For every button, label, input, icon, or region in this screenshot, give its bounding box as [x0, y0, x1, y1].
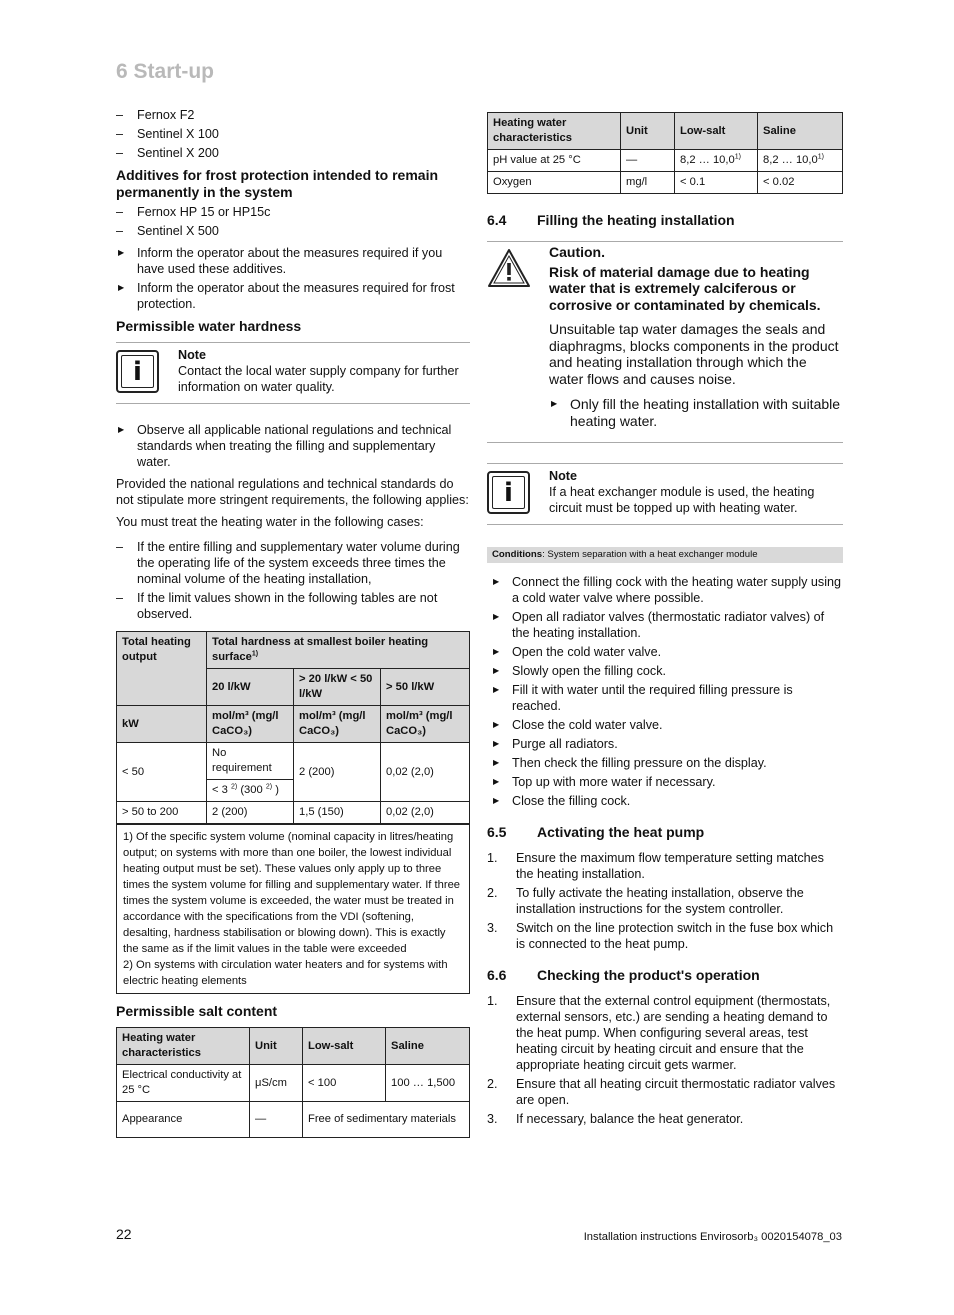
- table-cell: Electrical conductivity at 25 °C: [117, 1065, 250, 1102]
- footer-document-id: Installation instructions Envirosorb₃ 0020154078_03: [583, 1231, 842, 1243]
- table-header: Saline: [386, 1028, 470, 1065]
- list-item: – Sentinel X 500: [116, 223, 470, 239]
- table-cell: Oxygen: [488, 172, 621, 194]
- caution-list: [549, 396, 843, 429]
- caution-text: Unsuitable tap water damages the seals and diaphragms, blocks components in the product and heating installation through which the water flows and causes noise.: [549, 321, 839, 387]
- list-item: 1. Ensure that the external control equipment (thermostats, external sensors, etc.) are sending a heating demand to the heat pump. When configuring several areas, test heating circuit by heating circuit and ensure that the appropriate heating circuit gets warmer.: [487, 994, 831, 1072]
- list-item: – Sentinel X 200: [116, 145, 470, 161]
- instruction-list-1: [116, 245, 470, 312]
- list-item: – Fernox F2: [116, 107, 470, 123]
- table-header: 20 l/kW: [207, 669, 294, 706]
- table-cell: No requirement: [207, 743, 294, 780]
- table-cell: 100 … 1,500: [386, 1065, 470, 1102]
- table-row: [117, 824, 470, 994]
- list-item: ▶ Inform the operator about the measures required if you have used these additives.: [116, 245, 470, 277]
- list-item: ▶ Open all radiator valves (thermostatic radiator valves) of the heating installation.: [491, 609, 843, 641]
- list-item: ▶ Open the cold water valve.: [491, 644, 843, 660]
- table-row: [488, 150, 843, 172]
- table-header: Low-salt: [303, 1028, 386, 1065]
- chapter-title: 6 Start-up: [116, 60, 215, 83]
- left-column: [116, 107, 470, 1138]
- note-box-2: [487, 463, 843, 525]
- product-list-2: [116, 204, 470, 239]
- list-item: ▶ Close the cold water valve.: [491, 717, 843, 733]
- note-box-1: [116, 342, 470, 404]
- caution-title: Caution.: [549, 244, 605, 260]
- list-item: – Sentinel X 100: [116, 126, 470, 142]
- list-item: ▶ Top up with more water if necessary.: [491, 774, 843, 790]
- table-cell: 2 (200): [207, 802, 294, 825]
- list-item: – If the entire filling and supplementary water volume during the operating life of the system exceeds three times the nominal volume of the heating installation,: [116, 539, 470, 587]
- salt-table: [116, 1027, 470, 1138]
- note-text: Contact the local water supply company for further information on water quality.: [178, 364, 459, 394]
- list-item: ▶ Close the filling cock.: [491, 793, 843, 809]
- table-cell: μS/cm: [250, 1065, 303, 1102]
- table-header: Heating water characteristics: [117, 1028, 250, 1065]
- table-cell: < 0.1: [675, 172, 758, 194]
- right-column: [487, 112, 843, 1130]
- paragraph: You must treat the heating water in the following cases:: [116, 515, 424, 529]
- list-item: ▶ Only fill the heating installation with suitable heating water.: [549, 396, 843, 429]
- table-cell: 0,02 (2,0): [381, 802, 470, 825]
- table-cell: mg/l: [621, 172, 675, 194]
- table-cell: —: [621, 150, 675, 172]
- list-item: ▶ Inform the operator about the measures required for frost protection.: [116, 280, 470, 312]
- table-cell: pH value at 25 °C: [488, 150, 621, 172]
- list-item: – If the limit values shown in the following tables are not observed.: [116, 590, 470, 622]
- table-row: [117, 802, 470, 825]
- table-footnotes: [117, 824, 470, 994]
- table-header: kW: [117, 706, 207, 743]
- table-header: Total hardness at smallest boiler heating surface$^{1)}$: [207, 632, 470, 669]
- list-item: ▶ Observe all applicable national regulations and technical standards when treating the filling and supplementary water.: [116, 422, 470, 470]
- list-item: 2. To fully activate the heating installation, observe the installation instructions for the system controller.: [487, 886, 804, 916]
- activation-steps: [487, 850, 843, 952]
- conditions-bar: Conditions: System separation with a heat exchanger module: [487, 547, 843, 563]
- section-6-5-heading: 6.5 Activating the heat pump: [487, 824, 705, 840]
- list-item: 3. If necessary, balance the heat generator.: [487, 1112, 744, 1126]
- table-cell: Free of sedimentary materials: [303, 1102, 470, 1138]
- table-cell: 2 (200): [294, 743, 381, 802]
- list-item: ▶ Fill it with water until the required filling pressure is reached.: [491, 682, 843, 714]
- list-item: ▶ Purge all radiators.: [491, 736, 843, 752]
- list-item: 1. Ensure the maximum flow temperature setting matches the heating installation.: [487, 851, 824, 881]
- note-text: If a heat exchanger module is used, the heating circuit must be topped up with heating water.: [549, 485, 815, 515]
- caution-box: [487, 241, 843, 443]
- table-header: Unit: [621, 113, 675, 150]
- table-row: [117, 1065, 470, 1102]
- table-header: mol/m³ (mg/l CaCO₃): [294, 706, 381, 743]
- table-header: Unit: [250, 1028, 303, 1065]
- case-list: [116, 539, 470, 622]
- table-cell: 8,2 … 10,0$^{1)}$: [675, 150, 758, 172]
- table-cell: 1,5 (150): [294, 802, 381, 825]
- table-cell: —: [250, 1102, 303, 1138]
- ph-table: [487, 112, 843, 194]
- footnote: 2) On systems with circulation water heaters and for systems with electric heating elements: [123, 959, 448, 987]
- instruction-list-2: [116, 422, 470, 470]
- heading-hardness: Permissible water hardness: [116, 318, 302, 334]
- filling-steps: [487, 574, 843, 809]
- caution-risk: Risk of material damage due to heating water that is extremely calciferous or corrosive or contaminated by chemicals.: [549, 263, 821, 313]
- table-row: [488, 172, 843, 194]
- section-6-6-heading: 6.6 Checking the product's operation: [487, 967, 760, 983]
- heading-salt: Permissible salt content: [116, 1003, 278, 1019]
- table-header: mol/m³ (mg/l CaCO₃): [207, 706, 294, 743]
- table-cell: 8,2 … 10,0$^{1)}$: [758, 150, 843, 172]
- table-cell: < 0.02: [758, 172, 843, 194]
- paragraph: Provided the national regulations and technical standards do not stipulate more stringent requirements, the following applies:: [116, 477, 469, 507]
- list-item: 2. Ensure that all heating circuit thermostatic radiator valves are open.: [487, 1077, 836, 1107]
- list-item: ▶ Connect the filling cock with the heating water supply using a cold water valve where possible.: [491, 574, 843, 606]
- info-icon: i: [116, 350, 159, 393]
- table-header: > 50 l/kW: [381, 669, 470, 706]
- note-title: Note: [549, 469, 577, 483]
- table-row: [117, 1102, 470, 1138]
- table-cell: Appearance: [117, 1102, 250, 1138]
- page-number: 22: [116, 1226, 132, 1242]
- footnote: 1) Of the specific system volume (nominal capacity in litres/heating output; on systems with more than one boiler, the lowest individual heating output must be set). These values only apply up to three times the system volume for filling and supplementary water. If three times the system volume is exceeded, the water must be treated in accordance with the specifications from the VDI (softening, desalting, hardness stabilisation or blowing down). This is exactly the same as if the limit values in the table were exceeded: [123, 831, 461, 955]
- operation-check-steps: [487, 993, 843, 1127]
- table-row: [117, 743, 470, 780]
- heading-additives: Additives for frost protection intended to remain permanently in the system: [116, 167, 439, 200]
- note-title: Note: [178, 348, 206, 362]
- table-header: > 20 l/kW < 50 l/kW: [294, 669, 381, 706]
- list-item: ▶ Slowly open the filling cock.: [491, 663, 843, 679]
- list-item: – Fernox HP 15 or HP15c: [116, 204, 470, 220]
- list-item: ▶ Then check the filling pressure on the display.: [491, 755, 843, 771]
- table-cell: > 50 to 200: [117, 802, 207, 825]
- table-header: Heating water characteristics: [488, 113, 621, 150]
- info-icon: i: [487, 471, 530, 514]
- table-header: Low-salt: [675, 113, 758, 150]
- product-list-1: [116, 107, 470, 161]
- table-header: Total heating output: [117, 632, 207, 706]
- list-item: 3. Switch on the line protection switch in the fuse box which is connected to the heat pump.: [487, 921, 834, 951]
- hardness-table: [116, 631, 470, 994]
- table-header: Saline: [758, 113, 843, 150]
- table-cell: 0,02 (2,0): [381, 743, 470, 802]
- warning-icon: [487, 248, 531, 288]
- section-6-4-heading: 6.4 Filling the heating installation: [487, 212, 735, 228]
- table-cell: < 50: [117, 743, 207, 802]
- table-cell: < 3 $^{2)}$ (300 $^{2)}$ ): [207, 780, 294, 802]
- table-header: mol/m³ (mg/l CaCO₃): [381, 706, 470, 743]
- table-cell: < 100: [303, 1065, 386, 1102]
